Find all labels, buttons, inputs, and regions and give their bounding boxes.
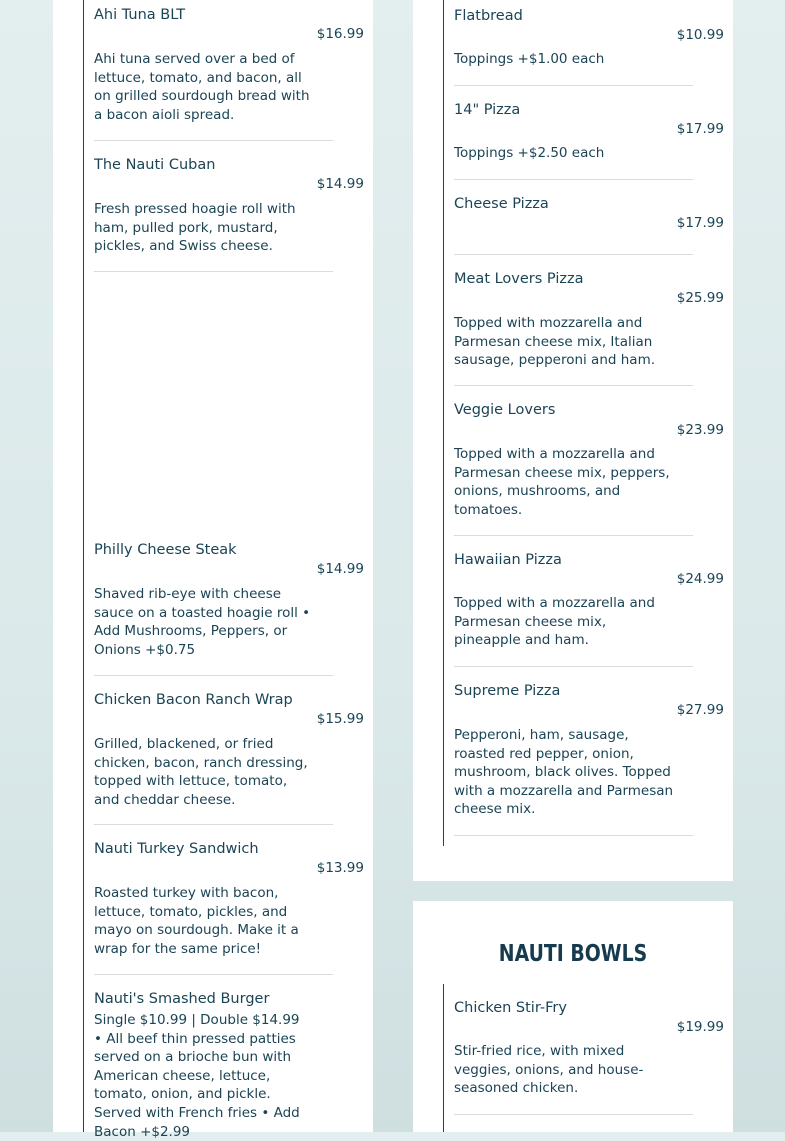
item-divider	[454, 254, 693, 255]
item-name: Veggie Lovers	[454, 402, 556, 418]
item-description: Fresh pressed hoagie roll with ham, pulled pork, mustard, pickles, and Swiss cheese.	[94, 201, 296, 255]
item-description: Ahi tuna served over a bed of lettuce, tomato, and bacon, all on grilled sourdough bread with a bacon aioli spread.	[94, 51, 310, 123]
item-divider	[94, 974, 333, 975]
item-price: $17.99	[676, 121, 724, 137]
item-price: $24.99	[676, 571, 724, 587]
section-title: NAUTI BOWLS	[498, 941, 648, 967]
item-price: $19.99	[676, 1019, 724, 1035]
accent-line	[443, 984, 444, 1132]
item-price: $27.99	[676, 702, 724, 718]
item-price: $15.99	[316, 711, 364, 727]
item-name: The Nauti Cuban	[94, 157, 216, 173]
item-divider	[454, 835, 693, 836]
item-name: 14" Pizza	[454, 102, 521, 118]
item-price: $14.99	[316, 561, 364, 577]
sandwiches-card	[53, 0, 373, 1140]
item-price: $14.99	[316, 176, 364, 192]
item-name: Supreme Pizza	[454, 683, 561, 699]
item-name: Cheese Pizza	[454, 196, 549, 212]
accent-line	[83, 0, 84, 1132]
item-description: Topped with a mozzarella and Parmesan cheese mix, peppers, onions, mushrooms, and tomatoes.	[454, 446, 670, 518]
item-name: Philly Cheese Steak	[94, 542, 237, 558]
item-price: $10.99	[676, 27, 724, 43]
item-divider	[454, 179, 693, 180]
item-description: Topped with a mozzarella and Parmesan cheese mix, pineapple and ham.	[454, 595, 655, 649]
item-description: Stir-fried rice, with mixed veggies, onions, and house-seasoned chicken.	[454, 1043, 644, 1097]
item-price: $16.99	[316, 26, 364, 42]
item-name: Chicken Stir-Fry	[454, 1000, 567, 1016]
item-divider	[94, 675, 333, 676]
item-name: Hawaiian Pizza	[454, 552, 562, 568]
item-divider	[94, 824, 333, 825]
item-divider	[454, 85, 693, 86]
item-name: Nauti's Smashed Burger	[94, 991, 270, 1007]
bowls-card	[413, 901, 733, 1132]
item-divider	[454, 535, 693, 536]
pizza-card	[413, 0, 733, 881]
item-name: Meat Lovers Pizza	[454, 271, 584, 287]
item-description: Topped with mozzarella and Parmesan cheese mix, Italian sausage, pepperoni and ham.	[454, 315, 656, 369]
item-description: Shaved rib-eye with cheese sauce on a toasted hoagie roll • Add Mushrooms, Peppers, or Onions +$0.75	[94, 586, 311, 658]
item-description: Roasted turkey with bacon, lettuce, tomato, pickles, and mayo on sourdough. Make it a wrap for the same price!	[94, 885, 299, 957]
item-name: Ahi Tuna BLT	[94, 7, 186, 23]
item-description: Grilled, blackened, or fried chicken, bacon, ranch dressing, topped with lettuce, tomato, and cheddar cheese.	[94, 736, 308, 808]
item-name: Nauti Turkey Sandwich	[94, 841, 259, 857]
item-price: $17.99	[676, 215, 724, 231]
item-divider	[454, 1114, 693, 1115]
item-price: $13.99	[316, 860, 364, 876]
accent-line	[443, 0, 444, 846]
item-price: $25.99	[676, 290, 724, 306]
item-name: Flatbread	[454, 8, 523, 24]
item-price: $23.99	[676, 422, 724, 438]
item-divider	[94, 271, 333, 272]
item-description: Pepperoni, ham, sausage, roasted red pepper, onion, mushroom, black olives. Topped with a mozzarella and Parmesan cheese mix.	[454, 727, 674, 818]
item-description: Toppings +$1.00 each	[454, 51, 605, 67]
item-divider	[454, 385, 693, 386]
item-divider	[94, 140, 333, 141]
item-name: Chicken Bacon Ranch Wrap	[94, 692, 293, 708]
item-description: Single $10.99 | Double $14.99 • All beef thin pressed patties served on a brioche bun with American cheese, lettuce, tomato, onion, and pickle. Served with French fries • Add Bacon +$2.99	[94, 1012, 300, 1140]
item-description: Toppings +$2.50 each	[454, 145, 605, 161]
item-divider	[454, 666, 693, 667]
